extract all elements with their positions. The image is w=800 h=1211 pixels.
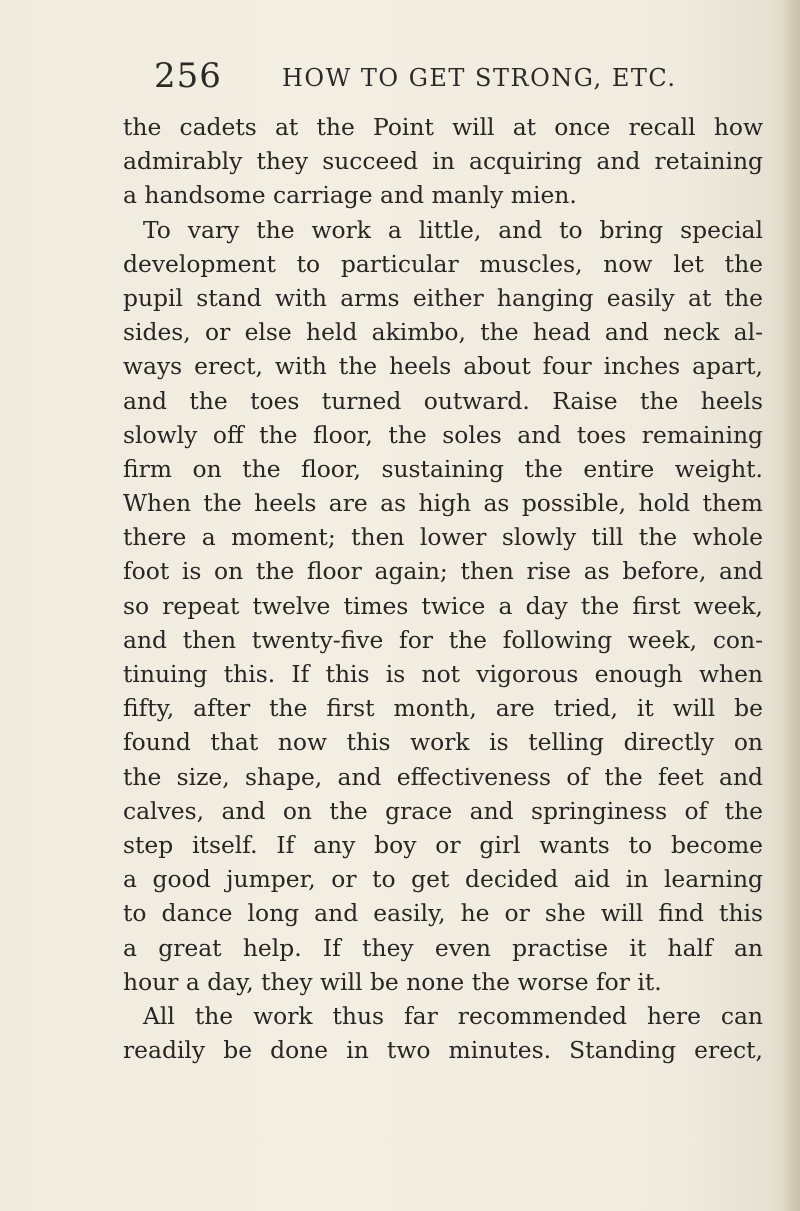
- text-line: so repeat twelve times twice a day the first week,: [123, 591, 763, 620]
- text-line: pupil stand with arms either hanging easily at the: [123, 283, 763, 312]
- running-head: HOW TO GET STRONG, ETC.: [282, 64, 677, 92]
- page-edge-shadow: [782, 0, 800, 1211]
- text-line: there a moment; then lower slowly till the whole: [123, 523, 763, 552]
- page-number: 256: [154, 56, 222, 96]
- text-line: slowly off the floor, the soles and toes remaining: [123, 420, 763, 449]
- body-text: [123, 110, 763, 1067]
- text-line: and then twenty-five for the following week, con-: [123, 625, 763, 654]
- text-line: and the toes turned outward. Raise the heels: [123, 386, 763, 415]
- text-line: foot is on the floor again; then rise as before, and: [123, 557, 763, 586]
- text-line: sides, or else held akimbo, the head and neck al-: [123, 318, 763, 347]
- text-line: admirably they succeed in acquiring and retaining: [123, 147, 763, 176]
- text-line: the cadets at the Point will at once recall how: [123, 113, 763, 141]
- text-line: found that now this work is telling directly on: [123, 728, 763, 757]
- text-line: a handsome carriage and manly mien.: [123, 181, 577, 210]
- text-line: development to particular muscles, now let the: [123, 249, 763, 278]
- text-line: a good jumper, or to get decided aid in learning: [123, 865, 763, 894]
- text-line: a great help. If they even practise it half an: [123, 933, 763, 962]
- page-header: [154, 56, 714, 96]
- text-line: tinuing this. If this is not vigorous enough when: [123, 660, 763, 688]
- text-line: When the heels are as high as possible, hold them: [123, 489, 763, 518]
- text-line: ways erect, with the heels about four inches apart,: [123, 352, 763, 381]
- text-line: calves, and on the grace and springiness of the: [123, 796, 763, 825]
- text-line: To vary the work a little, and to bring special: [143, 215, 763, 244]
- text-line: readily be done in two minutes. Standing erect,: [123, 1036, 763, 1065]
- text-line: All the work thus far recommended here can: [143, 1001, 763, 1030]
- text-line: fifty, after the first month, are tried, it will be: [123, 694, 763, 723]
- text-line: step itself. If any boy or girl wants to become: [123, 830, 763, 859]
- text-line: to dance long and easily, he or she will find this: [123, 899, 763, 928]
- text-line: the size, shape, and effectiveness of the feet and: [123, 762, 763, 791]
- text-line: hour a day, they will be none the worse for it.: [123, 967, 662, 996]
- text-line: firm on the floor, sustaining the entire weight.: [123, 454, 763, 483]
